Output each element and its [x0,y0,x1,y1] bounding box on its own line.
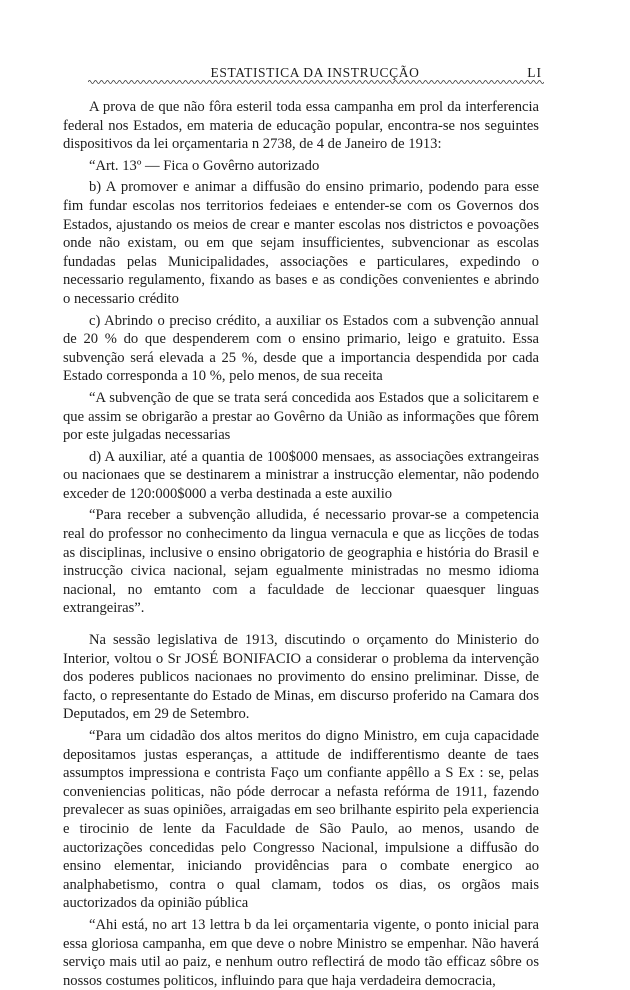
paragraph-speech-quote: “Para um cidadão dos altos meritos do digno Ministro, em cuja capacidade depositamos justas esperanças, a attitude de indifferentismo deante de taes assumptos impressiona e contrista Faço um confiante appêllo a S Ex : se, pelas conveniencias politicas, não póde derrocar a nefasta refórma de 1911, fazendo prevalecer as suas opiniões, arraigadas em seo brilhante espirito pela experiencia e tirocinio de lente da Faculdade de São Paulo, ao menos, usando de auctorizações concedidas pelo Congresso Nacional, impulsione a diffusão do ensino elementar, iniciando providências para o combate energico ao analphabetismo, contra o qual clamam, todos os dias, os orgãos mais auctorizados da opinião pública [63,728,539,912]
paragraph-requirements: “Para receber a subvenção alludida, é necessario provar-se a competencia real do professor no conhecimento da lingua vernacula e que as licções de todas as disciplinas, inclusive o ensino obrigatorio de geographia e história do Brasil e instrucção civica nacional, sejam egualmente ministradas no mesmo idioma nacional, no emtanto com a faculdade de leccionar quaesquer linguas extrangeiras”. [63,507,539,617]
paragraph-clause-c: c) Abrindo o preciso crédito, a auxiliar os Estados com a subvenção annual de 20 % do que despenderem com o ensino primario, leigo e gratuito. Essa subvenção será elevada a 25 %, desde que a importancia despendida por cada Estado corresponda a 10 %, pelo menos, de sua receita [63,312,539,385]
paragraph-clause-b [63,178,539,308]
paragraph-clause-d: d) A auxiliar, até a quantia de 100$000 mensaes, as associações extrangeiras ou nacionaes que se destinarem a ministrar a instrucção elementar, não podendo exceder de 120:000$000 a verba destinada a este auxilio [63,448,539,502]
paragraph-speech-continuation: “Ahi está, no art 13 lettra b da lei orçamentaria vigente, o ponto inicial para essa gloriosa campanha, em que deve o nobre Ministro se empenhar. Não haverá serviço mais util ao paiz, e nenhum outro reflectirá de modo tão efficaz sôbre os nossos costumes politicos, influindo para que haja verdadeira democracia, [63,916,539,989]
running-head [88,61,544,87]
page-number: LI [527,65,542,80]
body-text [63,98,539,990]
wavy-rule-ornament [88,77,544,87]
paragraph-legislative-session: Na sessão legislativa de 1913, discutindo o orçamento do Ministerio do Interior, voltou o Sr JOSÉ BONIFACIO a considerar o problema da intervenção dos poderes publicos nacionaes no provimento do ensino preliminar. Disse, de facto, o representante do Estado de Minas, em discurso proferido na Camara dos Deputados, em 29 de Setembro. [63,632,539,723]
paragraph-intro: A prova de que não fôra esteril toda essa campanha em prol da interferencia federal nos Estados, em materia de educação popular, encontra-se nos seguintes dispositivos da lei orçamentaria n 2738, de 4 de Janeiro de 1913: [63,99,539,153]
paragraph-article-heading: “Art. 13º — Fica o Govêrno autorizado [89,157,320,174]
running-head-title: ESTATISTICA DA INSTRUCÇÃO [210,65,420,80]
clause-text: b) A promover e animar a diffusão do ensino primario, podendo para esse fim fundar escolas nos territorios fedeiaes e entender-se com os Governos dos Estados, ajustando os meios de crear e manter escolas nos districtos e povoações onde não existam, ou em que sejam insufficientes, subvencionar as escolas fundadas pelas Municipalidades, associações e particulares, expedindo o necessario regulamento, fixando as bases e as condições convenientes e abrindo o necessario crédito [63,179,539,307]
paragraph-subvention: “A subvenção de que se trata será concedida aos Estados que a solicitarem e que assim se obrigarão a prestar ao Govêrno da União as informações que fôrem por este julgadas necessarias [63,389,539,444]
